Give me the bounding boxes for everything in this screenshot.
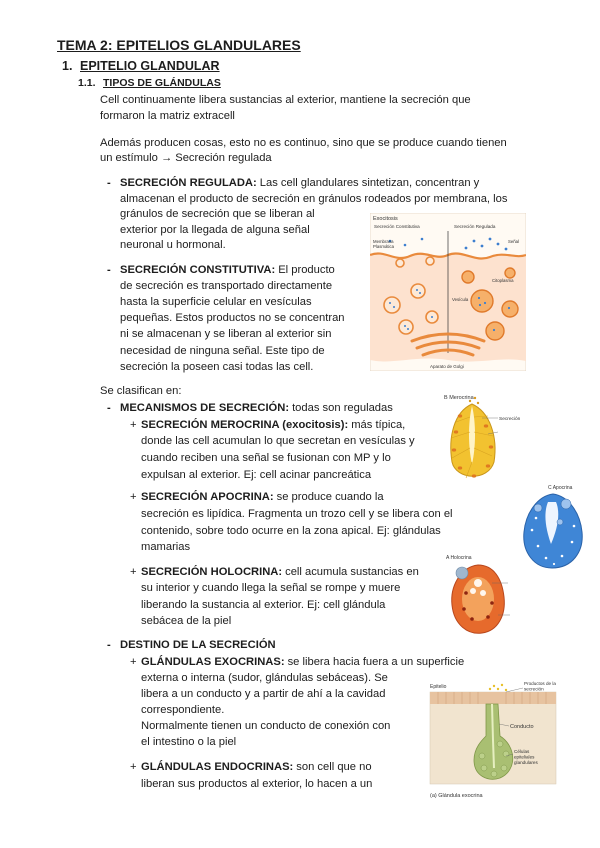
subbullet-line: Normalmente tienen un conducto de conexión con [141, 720, 391, 732]
intro-line: Cell continuamente libera sustancias al exterior, mantiene la secreción que [100, 94, 471, 106]
bullet-line: necesidad de ninguna señal. Este tipo de [120, 345, 325, 357]
subbullet-marker: + [130, 656, 137, 668]
exocytosis-title: Exocitosis [373, 216, 398, 222]
products-label: secreción [524, 686, 544, 692]
membrane-label: Plasmática [373, 244, 395, 249]
duct-label: Conducto [510, 724, 534, 730]
bullet-term: SECRECIÓN CONSTITUTIVA: [120, 264, 276, 276]
secretion-label: Secreción [499, 417, 521, 422]
subsection-title: TIPOS DE GLÁNDULAS [103, 77, 221, 89]
bullet-line: hasta la superficie celular en vesículas [120, 296, 312, 308]
document-title: TEMA 2: EPITELIOS GLANDULARES [57, 37, 301, 53]
merocrine-label: B Merocrina [444, 395, 474, 401]
subbullet-line: correspondiente. [141, 704, 225, 716]
vesicle-label: Vesícula [452, 297, 469, 302]
epithelium-band [430, 692, 556, 704]
subbullet-marker: + [130, 491, 137, 503]
subbullet-line: liberan sus productos al exterior, lo hacen a un [141, 778, 373, 790]
subbullet-term: GLÁNDULAS ENDOCRINAS: [141, 761, 294, 773]
holocrine-gland-illustration [444, 553, 528, 637]
destination-term: DESTINO DE LA SECRECIÓN [120, 639, 276, 651]
bullet-marker: - [107, 264, 111, 276]
bullet-marker: - [107, 402, 111, 414]
merocrine-gland-illustration [442, 392, 527, 488]
bullet-marker: - [107, 639, 111, 651]
regulated-header: Secreción Regulada [454, 224, 496, 229]
subbullet-line: contenido, sobre todo ocurre en la zona apical. Ej: glándulas [141, 525, 441, 537]
intro2-line: un estímulo → Secreción regulada [100, 152, 272, 164]
subbullet-line: el intestino o la piel [141, 736, 237, 748]
golgi-label: Aparato de Golgi [430, 364, 464, 369]
subbullet-first-line [141, 417, 405, 433]
subsection-number: 1.1. [78, 77, 96, 89]
bullet-line: de secreción es transportado directamente [120, 280, 333, 292]
cells-label: epiteliales [514, 754, 535, 760]
subbullet-line: donde las cell acumulan lo que secretan en vesículas y [141, 435, 415, 447]
subbullet-marker: + [130, 566, 137, 578]
subbullet-marker: + [130, 761, 137, 773]
bullet-first-line [120, 175, 479, 191]
subbullet-line: externa o interna (sudor, glándulas sebáceas). Se [141, 672, 388, 684]
subbullet-text: se produce cuando la [276, 491, 384, 503]
subbullet-text: cell acumula sustancias en [285, 566, 419, 578]
bullet-line: exterior por la llegada de alguna señal [120, 224, 310, 236]
cytoplasm-label: Citoplasma [492, 278, 514, 283]
subbullet-line: libera a un conducto y a partir de ahí a la cavidad [141, 688, 386, 700]
exocrine-gland-illustration [424, 680, 562, 802]
subbullet-term: SECRECIÓN APOCRINA: [141, 491, 274, 503]
products-label: Productos de la [524, 681, 556, 686]
mechanisms-heading [120, 400, 393, 416]
constitutive-header: Secreción Constitutiva [374, 224, 420, 229]
duct-opening [456, 567, 468, 579]
subbullet-term: SECRECIÓN MEROCRINA (exocitosis): [141, 419, 349, 431]
cells-label: Células [514, 749, 530, 754]
bullet-line: neuronal u hormonal. [120, 239, 226, 251]
products-leader-line [506, 688, 523, 692]
subbullet-marker: + [130, 419, 137, 431]
subbullet-text: más típica, [351, 419, 406, 431]
subbullet-line: expulsan al exterior. Ej: cell acinar pancreática [141, 469, 372, 481]
apocrine-gland-illustration [518, 482, 588, 572]
section-number: 1. [62, 59, 73, 73]
subbullet-line: liberando la sustancia al exterior. Ej: cell glándula [141, 599, 386, 611]
bullet-text: Las cell glandulares sintetizan, concentran y [259, 177, 480, 189]
subbullet-text: son cell que no [296, 761, 372, 773]
secretion-products [489, 684, 507, 691]
subbullet-first-line [141, 489, 384, 505]
subbullet-term: GLÁNDULAS EXOCRINAS: [141, 656, 285, 668]
bullet-line: pequeñas. Estos productos no se concentran [120, 312, 345, 324]
bullet-marker: - [107, 177, 111, 189]
bullet-line: secreción la poseen casi todas las cell. [120, 361, 314, 373]
exocytosis-diagram [370, 213, 526, 371]
subbullet-line: sebácea de la piel [141, 615, 232, 627]
subbullet-first-line [141, 564, 419, 580]
subbullet-term: SECRECIÓN HOLOCRINA: [141, 566, 283, 578]
holocrine-label: A Holocrina [446, 555, 472, 561]
bullet-line: ni se almacenan y se liberan al exterior sin [120, 328, 332, 340]
cells-label: glandulares [514, 760, 538, 765]
signal-label: Señal [508, 239, 519, 244]
bullet-line: almacenan el producto de secreción en gránulos rodeados por membrana, los [120, 193, 508, 205]
subbullet-line: cuando reciben una señal se fusionan con MP y lo [141, 452, 391, 464]
subbullet-line: su interior y cuando llega la señal se rompe y muere [141, 582, 401, 594]
bullet-term: SECRECIÓN REGULADA: [120, 177, 257, 189]
subbullet-line: mamarias [141, 541, 191, 553]
membrane-label: Membrana [373, 239, 394, 244]
subbullet-text: se libera hacia fuera a un superficie [287, 656, 465, 668]
mechanisms-term: MECANISMOS DE SECRECIÓN: [120, 402, 290, 414]
intro2-line: Además producen cosas, esto no es continuo, sino que se produce cuando tienen [100, 137, 507, 149]
mechanisms-text: todas son reguladas [292, 402, 393, 414]
section-title: EPITELIO GLANDULAR [80, 59, 220, 73]
subbullet-first-line [141, 654, 464, 670]
destination-heading [120, 637, 276, 653]
subbullet-first-line [141, 759, 372, 775]
bullet-first-line [120, 262, 335, 278]
subbullet-line: secreción es lipídica. Fragmenta un trozo cell y se libera con el [141, 508, 453, 520]
bullet-text: El producto [278, 264, 335, 276]
intro-line: formaron la matriz extracell [100, 110, 235, 122]
epithelium-label: Epitelio [430, 684, 447, 690]
apocrine-label: C Apocrina [548, 485, 573, 491]
bullet-line: gránulos de secreción que se liberan al [120, 208, 315, 220]
classify-label: Se clasifican en: [100, 385, 182, 397]
exocrine-caption: (a) Glándula exocrina [430, 793, 483, 799]
